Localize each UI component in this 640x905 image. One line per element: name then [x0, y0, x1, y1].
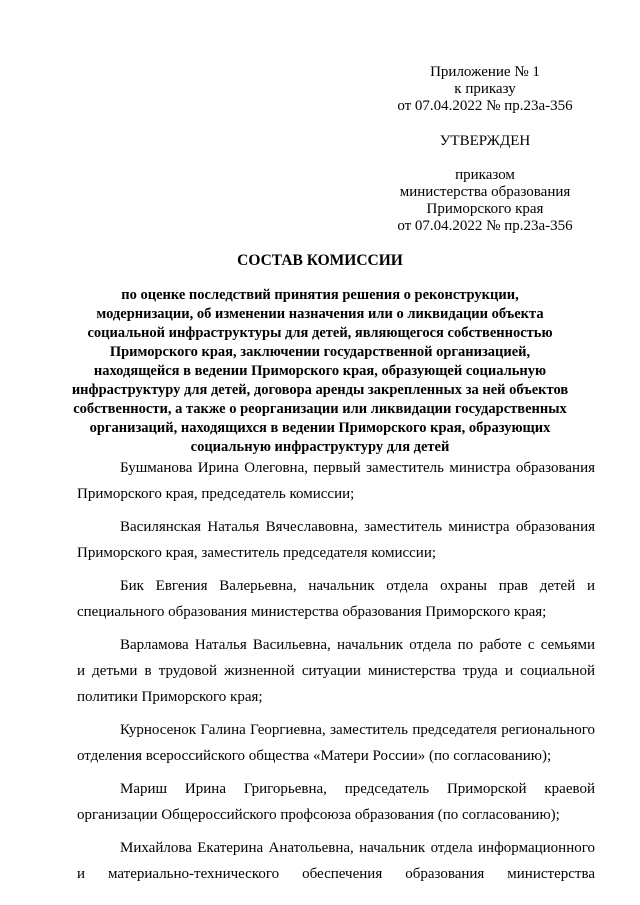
subtitle-line: социальную инфраструктуру для детей	[190, 439, 450, 455]
member-entry	[77, 632, 595, 710]
member-entry	[77, 514, 595, 566]
member-text-line: Мариш Ирина Григорьевна, председатель Приморской краевой	[120, 781, 595, 797]
member-entry	[77, 573, 595, 625]
commission-members-list	[77, 455, 595, 887]
approved-label: УТВЕРЖДЕН	[439, 133, 531, 149]
appendix-block	[380, 64, 590, 115]
subtitle-line: Приморского края, заключении государственной организацией,	[109, 344, 531, 360]
order-block	[380, 167, 590, 235]
member-text-line: Михайлова Екатерина Анатольевна, начальник отдела информационного	[120, 840, 595, 856]
member-text-line: Василянская Наталья Вячеславовна, заместитель министра образования	[120, 519, 595, 535]
document-title: СОСТАВ КОМИССИИ	[237, 252, 403, 269]
member-text-line: и материально-технического обеспечения образования министерства	[77, 866, 595, 882]
subtitle-line: социальной инфраструктуры для детей, являющегося собственностью	[87, 325, 553, 341]
order-line: министерства образования	[399, 184, 571, 200]
member-text-line: и детьми в трудовой жизненной ситуации министерства труда и социальной	[77, 663, 595, 679]
appendix-line: от 07.04.2022 № пр.23а-356	[397, 98, 573, 114]
order-line: приказом	[455, 167, 515, 183]
member-entry	[77, 776, 595, 828]
member-text-line: Бик Евгения Валерьевна, начальник отдела охраны прав детей и	[120, 578, 595, 594]
appendix-line: к приказу	[454, 81, 516, 97]
member-text-line: Бушманова Ирина Олеговна, первый заместитель министра образования	[120, 460, 595, 476]
member-text-line: организации Общероссийского профсоюза образования (по согласованию);	[77, 807, 560, 823]
subtitle-line: по оценке последствий принятия решения о реконструкции,	[121, 287, 519, 303]
member-text-line: Курносенок Галина Георгиевна, заместитель председателя регионального	[120, 722, 595, 738]
subtitle-line: организаций, находящихся в ведении Приморского края, образующих	[89, 420, 551, 436]
member-text-line: Приморского края, председатель комиссии;	[77, 486, 355, 502]
member-entry	[77, 717, 595, 769]
member-entry	[77, 835, 595, 887]
appendix-line: Приложение № 1	[430, 64, 540, 80]
subtitle-line: инфраструктуру для детей, договора аренды закрепленных за ней объектов	[71, 382, 569, 398]
member-entry	[77, 455, 595, 507]
approved-block	[380, 133, 590, 150]
order-line: Приморского края	[426, 201, 544, 217]
member-text-line: специального образования министерства образования Приморского края;	[77, 604, 547, 620]
document-subtitle	[60, 286, 580, 457]
subtitle-line: модернизации, об изменении назначения или о ликвидации объекта	[96, 306, 544, 322]
order-line: от 07.04.2022 № пр.23а-356	[397, 218, 573, 234]
member-text-line: отделения всероссийского общества «Матери России» (по согласованию);	[77, 748, 552, 764]
member-text-line: Варламова Наталья Васильевна, начальник отдела по работе с семьями	[120, 637, 595, 653]
subtitle-line: собственности, а также о реорганизации или ликвидации государственных	[73, 401, 567, 417]
subtitle-line: находящейся в ведении Приморского края, образующей социальную	[93, 363, 547, 379]
member-text-line: Приморского края, заместитель председателя комиссии;	[77, 545, 437, 561]
member-text-line: политики Приморского края;	[77, 689, 263, 705]
